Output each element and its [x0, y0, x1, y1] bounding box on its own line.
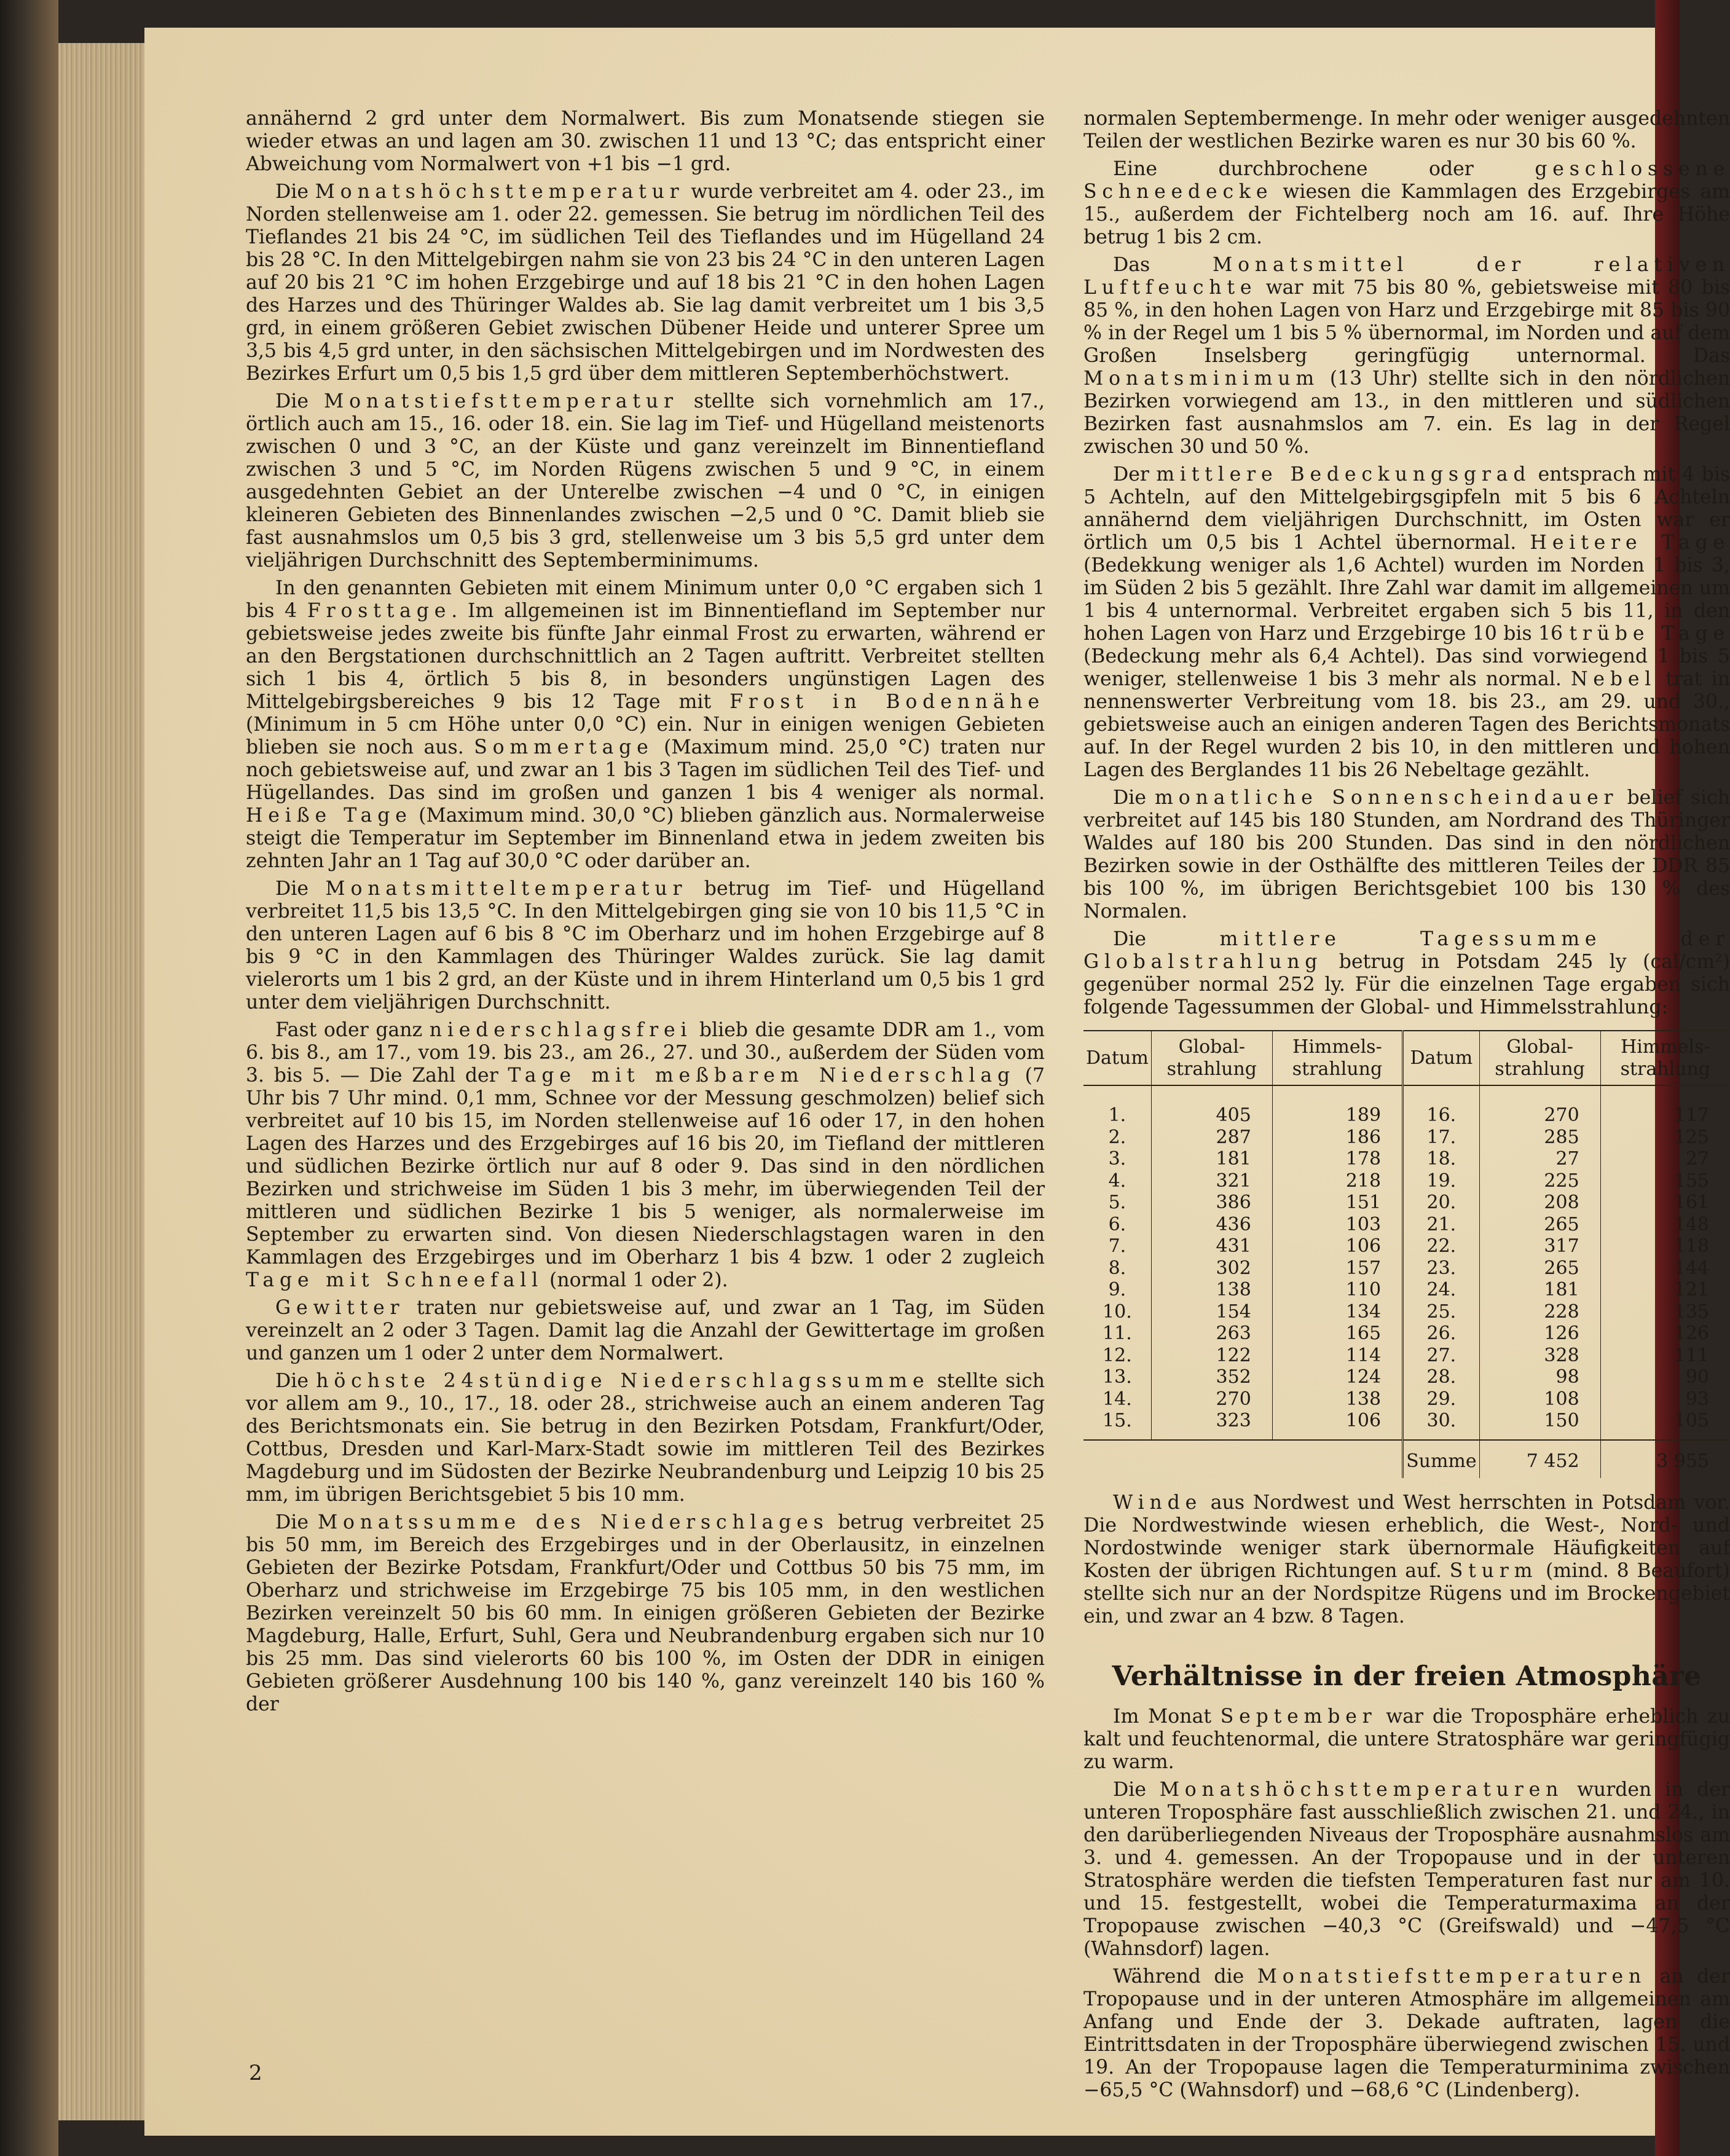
table-cell: 218 — [1272, 1170, 1402, 1192]
table-cell: 1. — [1108, 1104, 1126, 1126]
table-cell: 126 — [1479, 1323, 1600, 1345]
text-run: (normal 1 oder 2). — [543, 1269, 728, 1291]
table-cell: 18. — [1403, 1148, 1480, 1170]
table-cell: 148 — [1600, 1214, 1730, 1236]
table-cell: 386 — [1151, 1192, 1272, 1214]
spaced-term: Monatssumme des Niederschlages — [317, 1511, 829, 1533]
table-cell: 24. — [1403, 1279, 1480, 1301]
table-row — [1083, 1410, 1730, 1440]
book-page — [144, 28, 1730, 2136]
table-cell: 181 — [1151, 1148, 1272, 1170]
text-run: Eine durchbrochene oder — [1113, 158, 1535, 180]
text-run: (mind. 8 Beaufort) stellte sich nur an der Nordspitze Rügens und im Brockengebiet ein, und zwar an 4 bzw. 8 Tagen. — [1083, 1560, 1730, 1627]
text-run: stellte sich vornehmlich am 17., örtlich auch am 15., 16. oder 18. ein. Sie lag im Tief- und Hügelland meistenorts zwischen 0 und 3 °C, an der Küste und ganz vereinzelt im Binnentiefland zwischen 3 und 5 °C, im Norden Rügens zwischen 5 und 9 °C, in einem ausgedehnten Gebiet an der Unterelbe zwischen −4 und 0 °C, in einigen kleineren Gebieten des Binnenlandes zwischen −2,5 und 0 °C. Damit blieb sie fast ausnahmslos um 0,5 bis 3 grd, stellenweise um 3 bis 5,5 grd unter dem vieljährigen Durchschnitt des Septemberminimums. — [246, 390, 1045, 572]
table-cell: 138 — [1151, 1279, 1272, 1301]
table-row — [1083, 1127, 1730, 1149]
text-run: Die — [1113, 1779, 1160, 1801]
text-run: (Maximum mind. 25,0 °C) traten nur noch gebietsweise auf, und zwar an 1 bis 3 Tagen im südlichen Teil des Tief- und Hügellandes. Das sind im großen und ganzen 1 bis 4 weniger als normal. — [246, 736, 1045, 804]
table-row — [1083, 1366, 1730, 1388]
table-row — [1083, 1345, 1730, 1367]
paragraph — [246, 1019, 1045, 1292]
text-run: traten nur gebietsweise auf, und zwar an 1 Tag, im Süden vereinzelt an 2 oder 3 Tagen. Damit lag die Anzahl der Gewittertage im großen und ganzen um 1 oder 2 unter dem Normalwert. — [246, 1297, 1045, 1364]
table-cell: 125 — [1600, 1127, 1730, 1149]
left-column — [246, 108, 1045, 1721]
book-spine — [0, 0, 58, 2156]
table-cell: 157 — [1272, 1257, 1402, 1280]
text-run: (Bedekkung weniger als 1,6 Achtel) wurden im Norden 1 bis 3, im Süden 2 bis 5 gezählt. Ihre Zahl war damit im allgemeinen um 1 bis 4 unternormal. Verbreitet ergaben sich 5 bis 11, in den hohen Lagen von Harz und Erzgebirge 10 bis 16 — [1083, 554, 1730, 645]
table-cell: 352 — [1151, 1366, 1272, 1388]
text-run: Die — [1113, 787, 1155, 809]
table-sum-row — [1083, 1440, 1730, 1479]
table-cell: 317 — [1479, 1235, 1600, 1257]
paragraph — [1083, 108, 1730, 153]
table-cell: 28. — [1403, 1366, 1480, 1388]
table-cell: 25. — [1403, 1301, 1480, 1323]
paragraph — [1083, 1779, 1730, 1961]
table-cell: 105 — [1600, 1410, 1730, 1440]
table-cell: 270 — [1151, 1388, 1272, 1410]
sum-blank — [1083, 1440, 1151, 1479]
table-cell: 405 — [1151, 1085, 1272, 1127]
spaced-term: Heitere Tage — [1530, 532, 1730, 554]
spaced-term: monatliche Sonnenscheindauer — [1155, 787, 1619, 809]
spaced-term: Gewitter — [275, 1297, 405, 1319]
spaced-term: Monatstiefsttemperatur — [324, 390, 678, 412]
table-cell: 8. — [1108, 1257, 1126, 1279]
table-cell: 108 — [1479, 1388, 1600, 1410]
text-run: Die — [275, 1511, 318, 1533]
paragraph — [1083, 463, 1730, 782]
table-cell: 2. — [1108, 1126, 1126, 1148]
table-cell: 302 — [1151, 1257, 1272, 1280]
table-cell: 122 — [1151, 1345, 1272, 1367]
table-cell: 11. — [1103, 1323, 1132, 1344]
text-run: stellte sich vor allem am 9., 10., 17., 18. oder 28., strichweise auch an einem anderen Tag des Berichtsmonats ein. Sie betrug in den Bezirken Potsdam, Frankfurt/Oder, Cottbus, Dresden und Karl-Marx-Stadt sowie im mittleren Teil des Bezirkes Magdeburg und im Südosten der Bezirke Neubrandenburg und Leipzig 10 bis 25 mm, im übrigen Berichtsgebiet 5 bis 10 mm. — [246, 1370, 1045, 1506]
table-row — [1083, 1279, 1730, 1301]
text-run: aus Nordwest und West herrschten in Potsdam vor. Die Nordwestwinde wiesen erheblich, die West-, Nord- und Nordostwinde weniger stark übernormale Häufigkeiten auf Kosten der übrigen Richtungen auf. — [1083, 1492, 1730, 1582]
table-cell: 19. — [1403, 1170, 1480, 1192]
table-cell: 22. — [1403, 1235, 1480, 1257]
text-run: Der — [1113, 463, 1157, 486]
table-body — [1083, 1085, 1730, 1440]
table-cell: 98 — [1479, 1366, 1600, 1388]
sum-blank — [1272, 1440, 1402, 1479]
table-cell: 16. — [1403, 1085, 1480, 1127]
table-cell: 287 — [1151, 1127, 1272, 1149]
text-run: war die Troposphäre erheblich zu kalt und feuchtenormal, die untere Stratosphäre war geringfügig zu warm. — [1083, 1706, 1730, 1773]
paragraph — [246, 390, 1045, 572]
spaced-term: September — [1220, 1706, 1377, 1728]
table-cell: 103 — [1272, 1214, 1402, 1236]
paragraph — [246, 108, 1045, 176]
table-cell: 110 — [1272, 1279, 1402, 1301]
text-run: Während die — [1113, 1965, 1257, 1988]
text-run: Die — [275, 878, 326, 900]
text-run: an der Tropopause und in der unteren Atmosphäre im allgemeinen am Anfang und Ende der 3. Dekade auftraten, lagen die Eintrittsdaten in der Troposphäre überwiegend zwischen 15. und 19. An der Tropopause lagen die Temperaturminima zwischen −65,5 °C (Wahnsdorf) und −68,6 °C (Lindenberg). — [1083, 1965, 1730, 2101]
table-cell: 151 — [1272, 1192, 1402, 1214]
table-cell: 150 — [1479, 1410, 1600, 1440]
spaced-term: Monatsmittel der relativen Luftfeuchte — [1083, 254, 1730, 299]
spaced-term: trübe Tage — [1569, 623, 1730, 645]
table-cell: 124 — [1272, 1366, 1402, 1388]
table-cell: 155 — [1600, 1170, 1730, 1192]
paragraph — [1083, 1965, 1730, 2102]
spaced-term: Frost in Bodennähe — [729, 691, 1045, 713]
page-stack-edge — [58, 43, 144, 2120]
text-run: betrug im Tief- und Hügelland verbreitet 11,5 bis 13,5 °C. In den Mittelgebirgen ging sie von 10 bis 11,5 °C in den unteren Lagen auf 6 bis 8 °C im Oberharz und im hohen Erzgebirge auf 8 bis 9 °C in den Kammlagen des Thüringer Waldes zurück. Sie lag damit vielerorts um 1 bis 2 grd, an der Küste und in ihrem Hinterland um 0,5 bis 1 grd unter dem vieljährigen Durchschnitt. — [246, 878, 1045, 1013]
text-run: war mit 75 bis 80 %, gebietsweise mit 80 bis 85 %, in den hohen Lagen von Harz und Erzgebirge mit 85 bis 90 % in der Regel um 1 bis 5 % übernormal, im Norden und auf dem Großen Inselsberg geringfügig unternormal. Das — [1083, 277, 1730, 367]
text-run: betrug verbreitet 25 bis 50 mm, im Bereich des Erzgebirges und in der Oberlausitz, in einzelnen Gebieten der Bezirke Potsdam, Frankfurt/Oder und Cottbus 50 bis 75 mm, im Oberharz und strichweise im Erzgebirge 75 bis 105 mm, in den westlichen Bezirken vereinzelt 50 bis 60 mm. In einigen größeren Gebieten der Bezirke Magdeburg, Halle, Erfurt, Suhl, Gera und Neubrandenburg ergaben sich nur 10 bis 25 mm. Das sind vielerorts 60 bis 100 %, im Osten der DDR in einigen Gebieten größerer Ausdehnung 100 bis 140 %, ganz vereinzelt 140 bis 160 % der — [246, 1511, 1045, 1715]
table-cell: 126 — [1600, 1323, 1730, 1345]
spaced-term: niederschlagsfrei — [429, 1019, 693, 1041]
header-himmel-1: Himmels-strahlung — [1272, 1031, 1402, 1085]
spaced-term: Sturm — [1449, 1560, 1538, 1582]
paragraph — [1083, 158, 1730, 249]
table-cell: 321 — [1151, 1170, 1272, 1192]
table-row — [1083, 1192, 1730, 1214]
table-cell: 208 — [1479, 1192, 1600, 1214]
table-cell: 138 — [1272, 1388, 1402, 1410]
paragraph — [246, 1297, 1045, 1365]
table-cell: 17. — [1403, 1127, 1480, 1149]
spaced-term: Monatstiefsttemperaturen — [1257, 1965, 1647, 1988]
table-cell: 265 — [1479, 1214, 1600, 1236]
sum-blank — [1151, 1440, 1272, 1479]
table-cell: 20. — [1403, 1192, 1480, 1214]
table-cell: 178 — [1272, 1148, 1402, 1170]
table-cell: 27 — [1600, 1148, 1730, 1170]
table-cell: 189 — [1272, 1085, 1402, 1127]
table-cell: 323 — [1151, 1410, 1272, 1440]
table-cell: 9. — [1108, 1279, 1126, 1300]
spaced-term: Monatsmitteltemperatur — [325, 878, 688, 900]
table-cell: 154 — [1151, 1301, 1272, 1323]
paragraph — [1083, 1492, 1730, 1628]
text-run: Die — [275, 390, 324, 412]
table-cell: 27. — [1403, 1345, 1480, 1367]
table-cell: 93 — [1600, 1388, 1730, 1410]
spaced-term: Nebel — [1571, 668, 1657, 690]
table-row — [1083, 1257, 1730, 1280]
text-run: normalen Septembermenge. In mehr oder weniger ausgedehnten Teilen der westlichen Bezirke waren es nur 30 bis 60 %. — [1083, 108, 1730, 152]
table-row — [1083, 1085, 1730, 1127]
text-run: (Bedeckung mehr als 6,4 Achtel). Das sind vorwiegend 1 bis 5 weniger, stellenweise 1 bis 3 mehr als normal. — [1083, 645, 1730, 690]
header-global-2: Global-strahlung — [1479, 1031, 1600, 1085]
text-run: (7 Uhr bis 7 Uhr mind. 0,1 mm, Schnee vor der Messung geschmolzen) belief sich verbreitet auf 10 bis 15, im Norden stellenweise auf 16 oder 17, in den hohen Lagen des Harzes und des Erzgebirges auf 16 bis 20, im Tiefland der mittleren und südlichen Bezirke örtlich nur auf 8 oder 9. Das sind in den nördlichen Bezirken und strichweise im Süden 1 bis 3 mehr, im überwiegenden Teil der mittleren und südlichen Bezirke 1 bis 5 weniger, als normalerweise im September zu erwarten sind. Von diesen Niederschlagstagen waren in den Kammlagen des Erzgebirges und im Oberharz 1 bis 4 bzw. 1 oder 2 zugleich — [246, 1064, 1045, 1269]
table-cell: 165 — [1272, 1323, 1402, 1345]
table-cell: 436 — [1151, 1214, 1272, 1236]
text-run: Die — [1113, 928, 1220, 950]
text-run: (Maximum mind. 30,0 °C) blieben gänzlich aus. Normalerweise steigt die Temperatur im September im Binnenland etwa in jedem zweiten bis zehnten Jahr an 1 Tag auf 30,0 °C oder darüber an. — [246, 805, 1045, 872]
spaced-term: Tage mit meßbarem Niederschlag — [508, 1064, 1016, 1087]
header-himmel-2: Himmels-strahlung — [1600, 1031, 1730, 1085]
spaced-term: Frosttage — [307, 600, 452, 622]
table-cell: 265 — [1479, 1257, 1600, 1280]
table-cell: 21. — [1403, 1214, 1480, 1236]
sum-himmel: 3 955 — [1600, 1440, 1730, 1479]
table-cell: 186 — [1272, 1127, 1402, 1149]
paragraph — [1083, 1706, 1730, 1774]
text-run: betrug in Potsdam 245 ly (cal/cm²) gegenüber normal 252 ly. Für die einzelnen Tage ergaben sich folgende Tagessummen der Global- und Himmelsstrahlung: — [1083, 951, 1730, 1018]
text-run: annähernd 2 grd unter dem Normalwert. Bis zum Monatsende stiegen sie wieder etwas an und lagen am 30. zwischen 11 und 13 °C; das entspricht einer Abweichung vom Normalwert von +1 bis −1 grd. — [246, 108, 1045, 175]
text-run: In den genannten Gebieten mit einem Minimum unter 0,0 °C ergaben sich 1 bis 4 — [246, 577, 1045, 622]
header-datum-2: Datum — [1403, 1031, 1480, 1085]
spaced-term: Sommertage — [474, 736, 654, 758]
text-run: Die — [275, 181, 315, 203]
paragraph — [246, 577, 1045, 873]
table-cell: 4. — [1108, 1170, 1126, 1192]
table-cell: 134 — [1272, 1301, 1402, 1323]
text-run: entsprach mit 4 bis 5 Achteln, auf den Mittelgebirgsgipfeln mit 5 bis 6 Achteln annähernd dem vieljährigen Durchschnitt, im Osten war er örtlich um 0,5 bis 1 Achtel übernormal. — [1083, 463, 1730, 554]
text-run: wurden in der unteren Troposphäre fast ausschließlich zwischen 21. und 24., in den darüberliegenden Niveaus der Troposphäre ausnahmslos am 3. und 4. gemessen. An der Tropopause und in der unteren Stratosphäre werden die tiefsten Temperaturen fast nur am 10. und 15. festgestellt, wobei die Temperaturmaxima an der Tropopause zwischen −40,3 °C (Greifswald) und −47,5 °C (Wahnsdorf) lagen. — [1083, 1779, 1730, 1960]
table-cell: 15. — [1083, 1410, 1151, 1440]
radiation-table — [1083, 1030, 1730, 1478]
table-cell: 10. — [1103, 1300, 1132, 1323]
table-cell: 14. — [1103, 1388, 1132, 1410]
table-cell: 106 — [1272, 1410, 1402, 1440]
text-run: Fast oder ganz — [275, 1019, 430, 1041]
paragraph — [246, 1511, 1045, 1716]
table-cell: 23. — [1403, 1257, 1480, 1280]
sum-global: 7 452 — [1479, 1440, 1600, 1479]
table-cell: 30. — [1403, 1410, 1480, 1440]
text-run: blieb die gesamte DDR am 1., vom 6. bis 8., am 17., vom 19. bis 23., am 26., 27. und 30., außerdem der Süden vom 3. bis 5. — Die Zahl der — [246, 1019, 1045, 1087]
table-row — [1083, 1388, 1730, 1410]
table-cell: 431 — [1151, 1235, 1272, 1257]
paragraph — [1083, 787, 1730, 923]
table-cell: 7. — [1108, 1235, 1126, 1257]
table-cell: 111 — [1600, 1345, 1730, 1367]
table-cell: 263 — [1151, 1323, 1272, 1345]
right-column — [1083, 108, 1730, 2107]
spaced-term: Monatsminimum — [1083, 368, 1320, 390]
table-cell: 225 — [1479, 1170, 1600, 1192]
spaced-term: Heiße Tage — [246, 805, 412, 827]
spaced-term: Monatshöchsttemperaturen — [1159, 1779, 1564, 1801]
paragraph — [1083, 928, 1730, 1019]
text-run: (13 Uhr) stellte sich in den nördlichen Bezirken vorwiegend am 13., in den mittleren und südlichen Bezirken fast ausnahmslos am 7. ein. Es lag in der Regel zwischen 30 und 50 %. — [1083, 368, 1730, 458]
spaced-term: Winde — [1113, 1492, 1203, 1514]
text-run: belief sich verbreitet auf 145 bis 180 Stunden, am Nordrand des Thüringer Waldes auf 180 bis 200 Stunden. Das sind in den nördlichen Bezirken sowie in der Osthälfte des mittleren Teiles der DDR 85 bis 100 %, im übrigen Berichtsgebiet 100 bis 130 % des Normalen. — [1083, 787, 1730, 923]
text-run: wurde verbreitet am 4. oder 23., im Norden stellenweise am 1. oder 22. gemessen. Sie betrug im nördlichen Teil des Tieflandes 21 bis 24 °C, im südlichen Teil des Tieflandes und im Hügelland 24 bis 28 °C. In den Mittelgebirgen nahm sie von 23 bis 24 °C in den unteren Lagen auf 20 bis 21 °C im hohen Erzgebirge und auf 18 bis 21 °C in den hohen Lagen des Harzes und des Thüringer Waldes ab. Sie lag damit verbreitet um 1 bis 3,5 grd, in einem größeren Gebiet zwischen Dübener Heide und unterer Spree um 3,5 bis 4,5 grd unter, in den sächsischen Mittelgebirgen und im Nordwesten des Bezirkes Erfurt um 0,5 bis 1,5 grd über dem mittleren Septemberhöchstwert. — [246, 181, 1045, 385]
text-run: (Minimum in 5 cm Höhe unter 0,0 °C) ein. Nur in einigen wenigen Gebieten blieben sie noch aus. — [246, 714, 1045, 758]
table-cell: 90 — [1600, 1366, 1730, 1388]
table-cell: 161 — [1600, 1192, 1730, 1214]
page-number: 2 — [249, 2061, 262, 2085]
spaced-term: höchste 24stündige Niederschlagssumme — [316, 1370, 930, 1392]
spaced-term: Tage mit Schneefall — [246, 1269, 544, 1291]
table-cell: 27 — [1479, 1148, 1600, 1170]
table-cell: 228 — [1479, 1301, 1600, 1323]
text-run: Die — [275, 1370, 317, 1392]
right-bottom-text — [1083, 1706, 1730, 2102]
header-global-1: Global-strahlung — [1151, 1031, 1272, 1085]
table-cell: 285 — [1479, 1127, 1600, 1149]
paragraph — [246, 1370, 1045, 1506]
paragraph — [246, 181, 1045, 385]
table-cell: 121 — [1600, 1279, 1730, 1301]
table-cell: 114 — [1272, 1345, 1402, 1367]
header-datum-1: Datum — [1083, 1031, 1151, 1085]
table-cell: 5. — [1108, 1192, 1126, 1213]
table-cell: 135 — [1600, 1301, 1730, 1323]
table-cell: 106 — [1272, 1235, 1402, 1257]
table-cell: 13. — [1103, 1366, 1132, 1388]
table-row — [1083, 1148, 1730, 1170]
text-run: Das — [1113, 254, 1213, 276]
spaced-term: mittlere Tagessumme der Globalstrahlung — [1083, 928, 1730, 973]
text-run: Im Monat — [1113, 1706, 1221, 1728]
table-row — [1083, 1214, 1730, 1236]
spaced-term: geschlossene Schneedecke — [1083, 158, 1730, 203]
paragraph — [1083, 254, 1730, 458]
table-row — [1083, 1235, 1730, 1257]
table-cell: 328 — [1479, 1345, 1600, 1367]
table-cell: 3. — [1108, 1148, 1126, 1170]
table-cell: 118 — [1600, 1235, 1730, 1257]
table-row — [1083, 1323, 1730, 1345]
spaced-term: Monatshöchsttemperatur — [315, 181, 685, 203]
table-cell: 117 — [1600, 1085, 1730, 1127]
right-after-table-text — [1083, 1492, 1730, 1628]
table-cell: 270 — [1479, 1085, 1600, 1127]
table-cell: 26. — [1403, 1323, 1480, 1345]
text-run: trat in nennenswerter Verbreitung vom 18. bis 23., am 29. und 30., gebietsweise auch an einigen anderen Tagen des Berichtsmonats auf. In der Regel wurden 2 bis 10, in den mittleren und hohen Lagen des Berglandes 11 bis 26 Nebeltage gezählt. — [1083, 668, 1730, 781]
spaced-term: mittlere Bedeckungsgrad — [1156, 463, 1531, 486]
table-cell: 12. — [1103, 1344, 1132, 1366]
table-row — [1083, 1170, 1730, 1192]
table-row — [1083, 1301, 1730, 1323]
sum-label: Summe — [1403, 1440, 1480, 1479]
table-cell: 144 — [1600, 1257, 1730, 1280]
table-header-row — [1083, 1031, 1730, 1085]
table-cell: 181 — [1479, 1279, 1600, 1301]
right-top-text — [1083, 108, 1730, 1019]
paragraph — [246, 878, 1045, 1014]
text-run: . Im allgemeinen ist im Binnentiefland im September nur gebietsweise jedes zweite bis fünfte Jahr einmal Frost zu erwarten, während er an den Bergstationen durchschnittlich an 2 Tagen auftritt. Verbreitet stellten sich 1 bis 4, örtlich 5 bis 8, in besonders ungünstigen Lagen des Mittelgebirgsbereiches 9 bis 12 Tage mit — [246, 600, 1045, 713]
table-cell: 29. — [1403, 1388, 1480, 1410]
section-heading: Verhältnisse in der freien Atmosphäre — [1112, 1661, 1702, 1692]
table-cell: 6. — [1108, 1213, 1126, 1235]
text-run: wiesen die Kammlagen des Erzgebirges am 15., außerdem der Fichtelberg noch am 16. auf. Ihre Höhe betrug 1 bis 2 cm. — [1083, 181, 1730, 248]
